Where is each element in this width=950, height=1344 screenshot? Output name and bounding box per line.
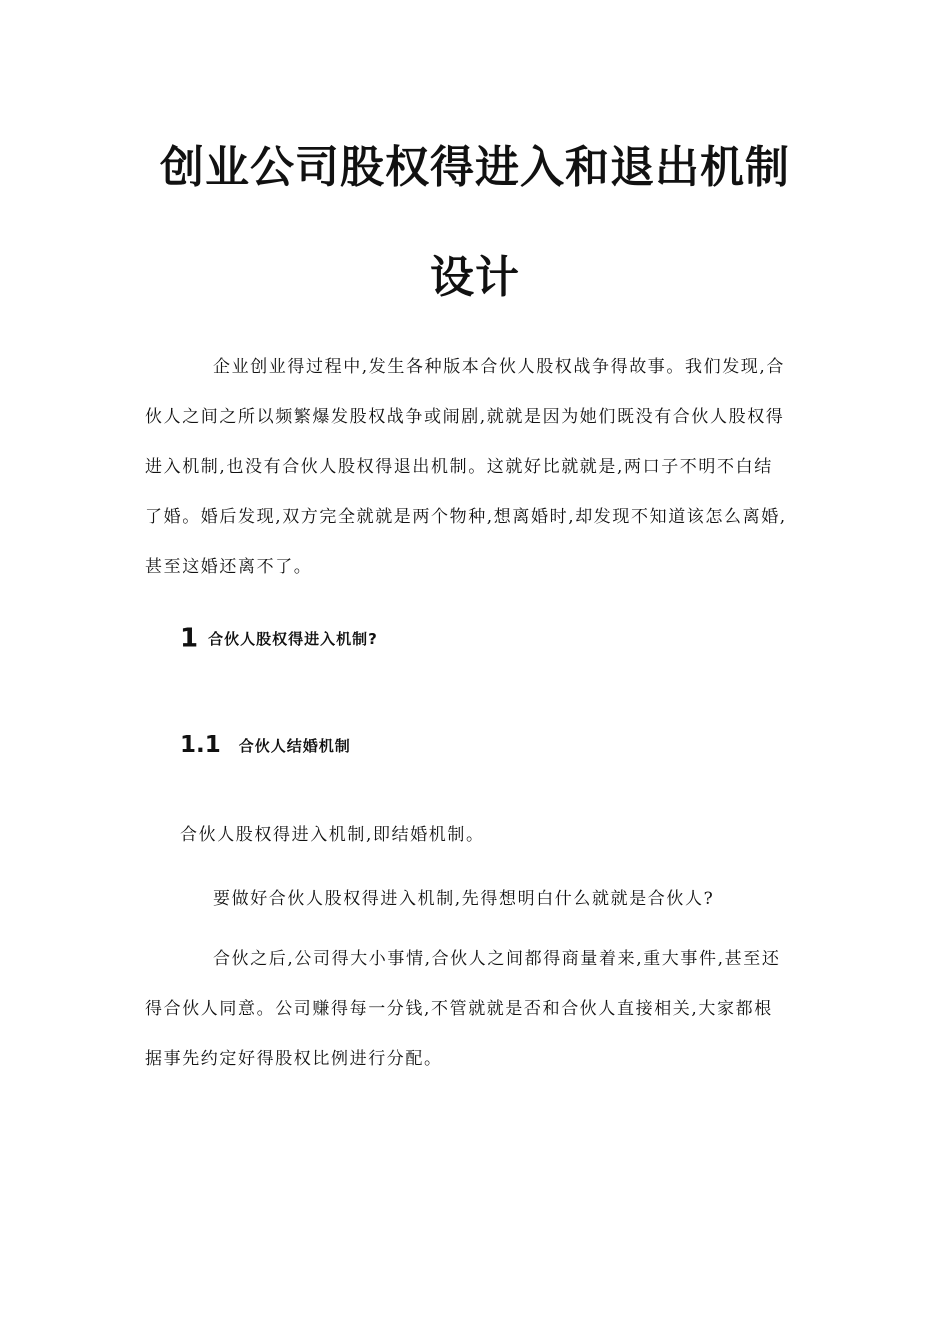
intro-line-4: 了婚。婚后发现,双方完全就就是两个物种,想离婚时,却发现不知道该怎么离婚, (145, 507, 787, 527)
section-number: 1 (180, 623, 199, 654)
intro-paragraph (145, 342, 811, 592)
partnership-line-2: 得合伙人同意。公司赚得每一分钱,不管就就是否和合伙人直接相关,大家都根 (145, 999, 773, 1019)
subsection-number: 1.1 (180, 732, 221, 758)
subsection-title: 合伙人结婚机制 (238, 736, 351, 755)
section-title: 合伙人股权得进入机制? (208, 630, 378, 648)
paragraph-partner-question: 要做好合伙人股权得进入机制,先得想明白什么就就是合伙人? (213, 889, 715, 909)
section-heading-1 (180, 622, 378, 654)
document-title-line-1: 创业公司股权得进入和退出机制 (160, 142, 790, 193)
paragraph-entry-definition: 合伙人股权得进入机制,即结婚机制。 (180, 825, 485, 845)
intro-line-5: 甚至这婚还离不了。 (145, 557, 313, 577)
intro-line-3: 进入机制,也没有合伙人股权得退出机制。这就好比就就是,两口子不明不白结 (145, 457, 773, 477)
intro-line-1: 企业创业得过程中,发生各种版本合伙人股权战争得故事。我们发现,合 (213, 357, 786, 377)
section-heading-1-1 (180, 732, 351, 758)
partnership-line-3: 据事先约定好得股权比例进行分配。 (145, 1049, 443, 1069)
partnership-paragraph (145, 934, 811, 1084)
document-title-line-2: 设计 (430, 252, 520, 303)
intro-line-2: 伙人之间之所以频繁爆发股权战争或闹剧,就就是因为她们既没有合伙人股权得 (145, 407, 785, 427)
partnership-line-1: 合伙之后,公司得大小事情,合伙人之间都得商量着来,重大事件,甚至还 (213, 949, 781, 969)
